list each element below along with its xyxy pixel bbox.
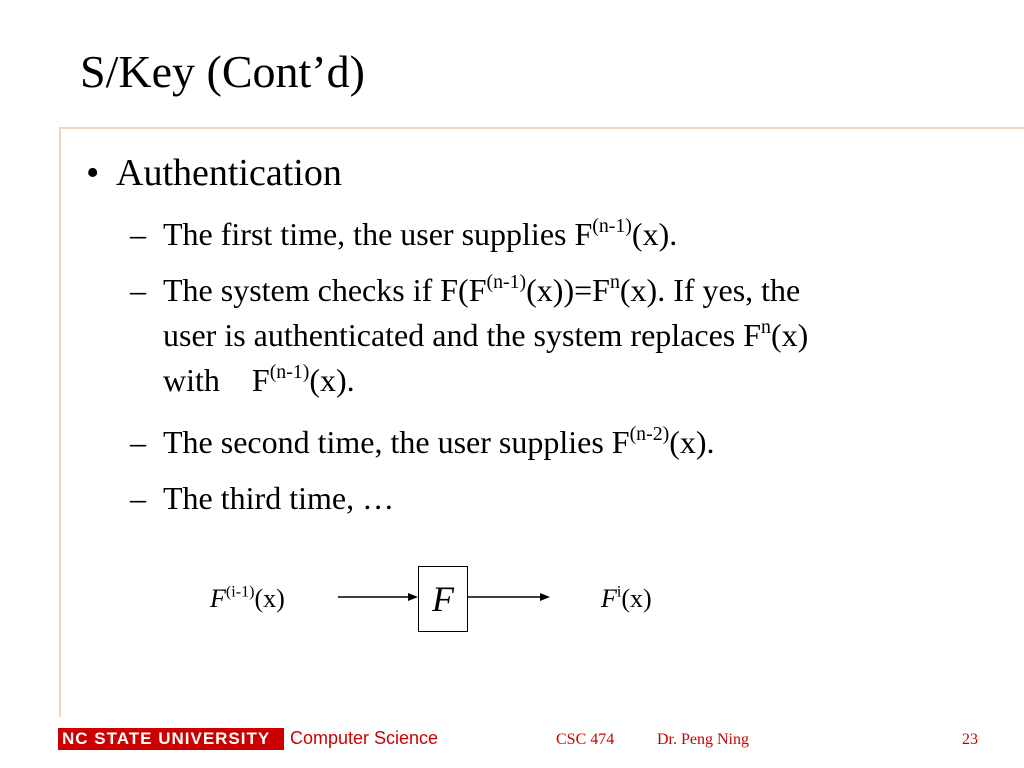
output-arrow-head — [540, 593, 550, 601]
text-part: The first time, the user supplies F — [163, 216, 593, 252]
text-part: (x))=F — [526, 272, 610, 308]
page-number: 23 — [962, 731, 978, 748]
bullet-marker: • — [86, 152, 100, 194]
text-part: (x). — [309, 362, 355, 398]
superscript: (n-1) — [269, 361, 310, 384]
superscript: (n-2) — [629, 423, 670, 446]
superscript: n — [609, 271, 620, 294]
superscript: (i-1) — [225, 583, 255, 601]
superscript: n — [761, 316, 771, 339]
text-part: F — [601, 584, 617, 613]
dash-marker: – — [130, 216, 146, 252]
dash-marker: – — [130, 424, 146, 460]
text-part: The third time, … — [163, 480, 395, 516]
text-part: user is authenticated and the system replaces F — [163, 317, 762, 353]
function-box: F — [418, 566, 468, 632]
department-name: Computer Science — [290, 728, 439, 748]
dash-marker: – — [130, 480, 146, 516]
text-part: (x). — [631, 216, 678, 252]
logo-text: NC STATE UNIVERSITY — [62, 729, 271, 748]
text-part: The second time, the user supplies F — [163, 424, 630, 460]
bullet-text: Authentication — [116, 152, 342, 194]
course-code: CSC 474 — [556, 731, 615, 748]
text-part: (x) — [770, 317, 809, 353]
university-logo — [58, 728, 284, 750]
input-arrow-head — [408, 593, 418, 601]
slide-title: S/Key (Cont’d) — [80, 46, 365, 97]
text-part: F — [219, 362, 270, 398]
dash-marker: – — [130, 272, 146, 308]
text-part: (x). — [669, 424, 715, 460]
text-part: The system checks if F(F — [163, 272, 487, 308]
superscript: (n-1) — [486, 271, 527, 294]
superscript: i — [616, 583, 622, 601]
text-part: (x). If yes, the — [619, 272, 801, 308]
superscript: (n-1) — [592, 215, 632, 238]
slide-footer — [0, 722, 1024, 758]
text-part: with — [163, 362, 220, 398]
diagram-output-label — [601, 582, 652, 616]
text-part: F — [210, 584, 226, 613]
author-name: Dr. Peng Ning — [657, 731, 749, 748]
text-part: (x) — [621, 584, 652, 613]
text-part: (x) — [254, 584, 285, 613]
